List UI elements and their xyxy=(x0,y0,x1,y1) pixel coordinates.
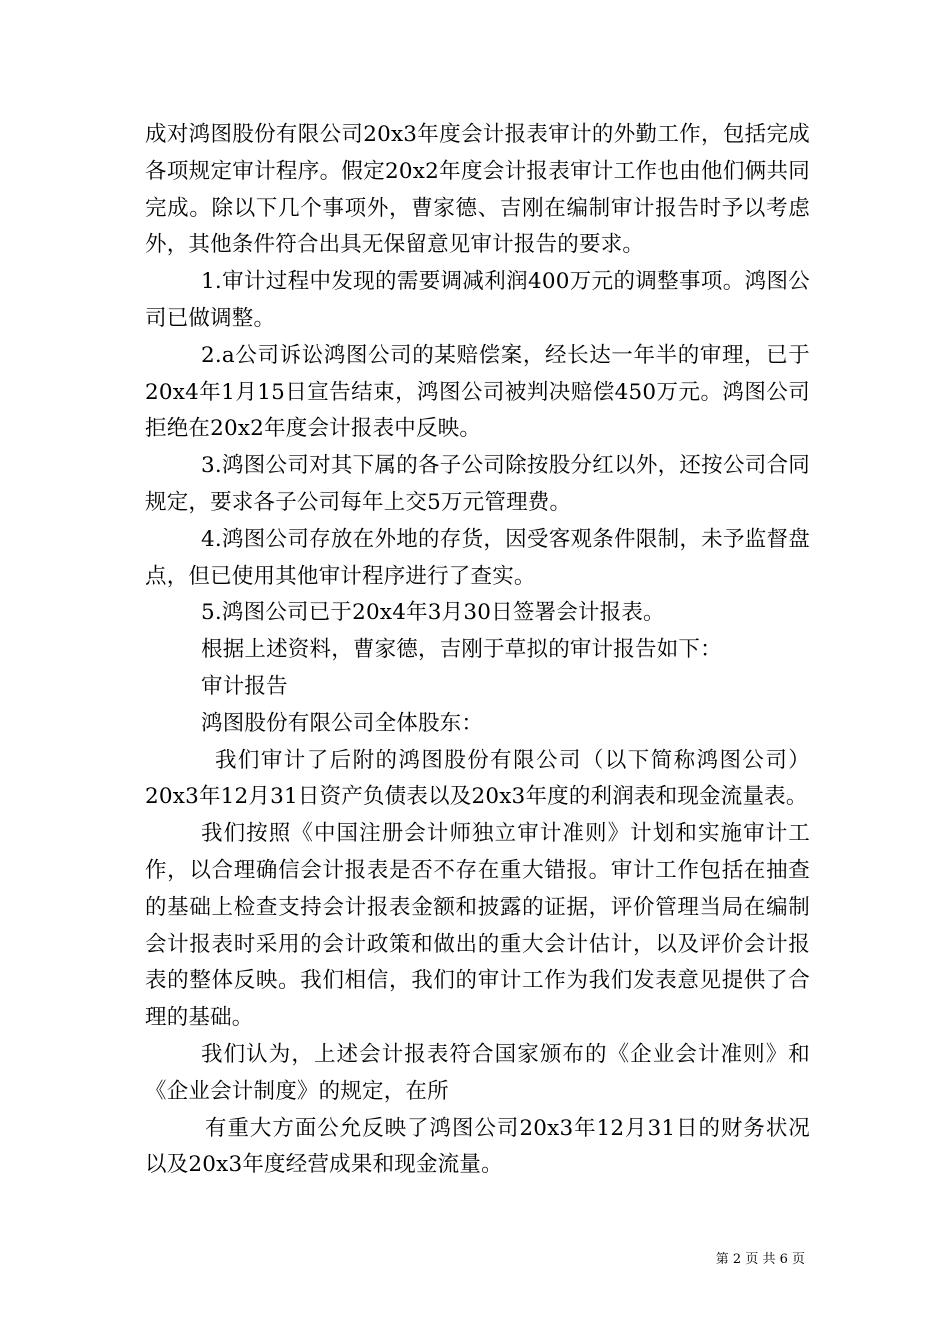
paragraph-draft-intro: 根据上述资料，曹家德，吉刚于草拟的审计报告如下： xyxy=(201,637,722,663)
report-title: 审计报告 xyxy=(201,673,288,699)
report-addressee: 鸿图股份有限公司全体股东： xyxy=(201,710,484,736)
report-paragraph-procedures: 我们按照《中国注册会计师独立审计准则》计划和实施审计工作，以合理确信会计报表是否不存在重大错报。审计工作包括在抽查的基础上检查支持会计报表金额和披露的证据，评价管理当局在编制会计报表时采用的会计政策和做出的重大会计估计，以及评价会计报表的整体反映。我们相信，我们的审计工作为我们发表意见提供了合理的基础。 xyxy=(145,821,810,1031)
paragraph-intro: 成对鸿图股份有限公司20x3年度会计报表审计的外勤工作，包括完成各项规定审计程序。假定20x2年度会计报表审计工作也由他们俩共同完成。除以下几个事项外，曹家德、吉刚在编制审计报告时予以考虑外，其他条件符合出具无保留意见审计报告的要求。 xyxy=(145,122,810,258)
document-body xyxy=(145,117,810,1184)
paragraph-item-2: 2.a公司诉讼鸿图公司的某赔偿案，经长达一年半的审理，已于20x4年1月15日宣告结束，鸿图公司被判决赔偿450万元。鸿图公司拒绝在20x2年度会计报表中反映。 xyxy=(145,342,810,442)
page-number: 第 2 页 共 6 页 xyxy=(715,1252,805,1267)
paragraph-item-5: 5.鸿图公司已于20x4年3月30日签署会计报表。 xyxy=(201,600,665,626)
paragraph-item-3: 3.鸿图公司对其下属的各子公司除按股分红以外，还按公司合同规定，要求各子公司每年上交5万元管理费。 xyxy=(145,453,810,515)
paragraph-item-4: 4.鸿图公司存放在外地的存货，因受客观条件限制，未予监督盘点，但已使用其他审计程序进行了查实。 xyxy=(145,526,810,589)
report-paragraph-scope: 我们审计了后附的鸿图股份有限公司（以下简称鸿图公司）20x3年12月31日资产负债表以及20x3年度的利润表和现金流量表。 xyxy=(145,747,810,810)
report-paragraph-opinion-continued: 有重大方面公允反映了鸿图公司20x3年12月31日的财务状况以及20x3年度经营成果和现金流量。 xyxy=(145,1115,810,1178)
report-paragraph-opinion: 我们认为，上述会计报表符合国家颁布的《企业会计准则》和《企业会计制度》的规定，在所 xyxy=(145,1041,810,1104)
paragraph-item-1: 1.审计过程中发现的需要调减利润400万元的调整事项。鸿图公司已做调整。 xyxy=(145,269,810,331)
